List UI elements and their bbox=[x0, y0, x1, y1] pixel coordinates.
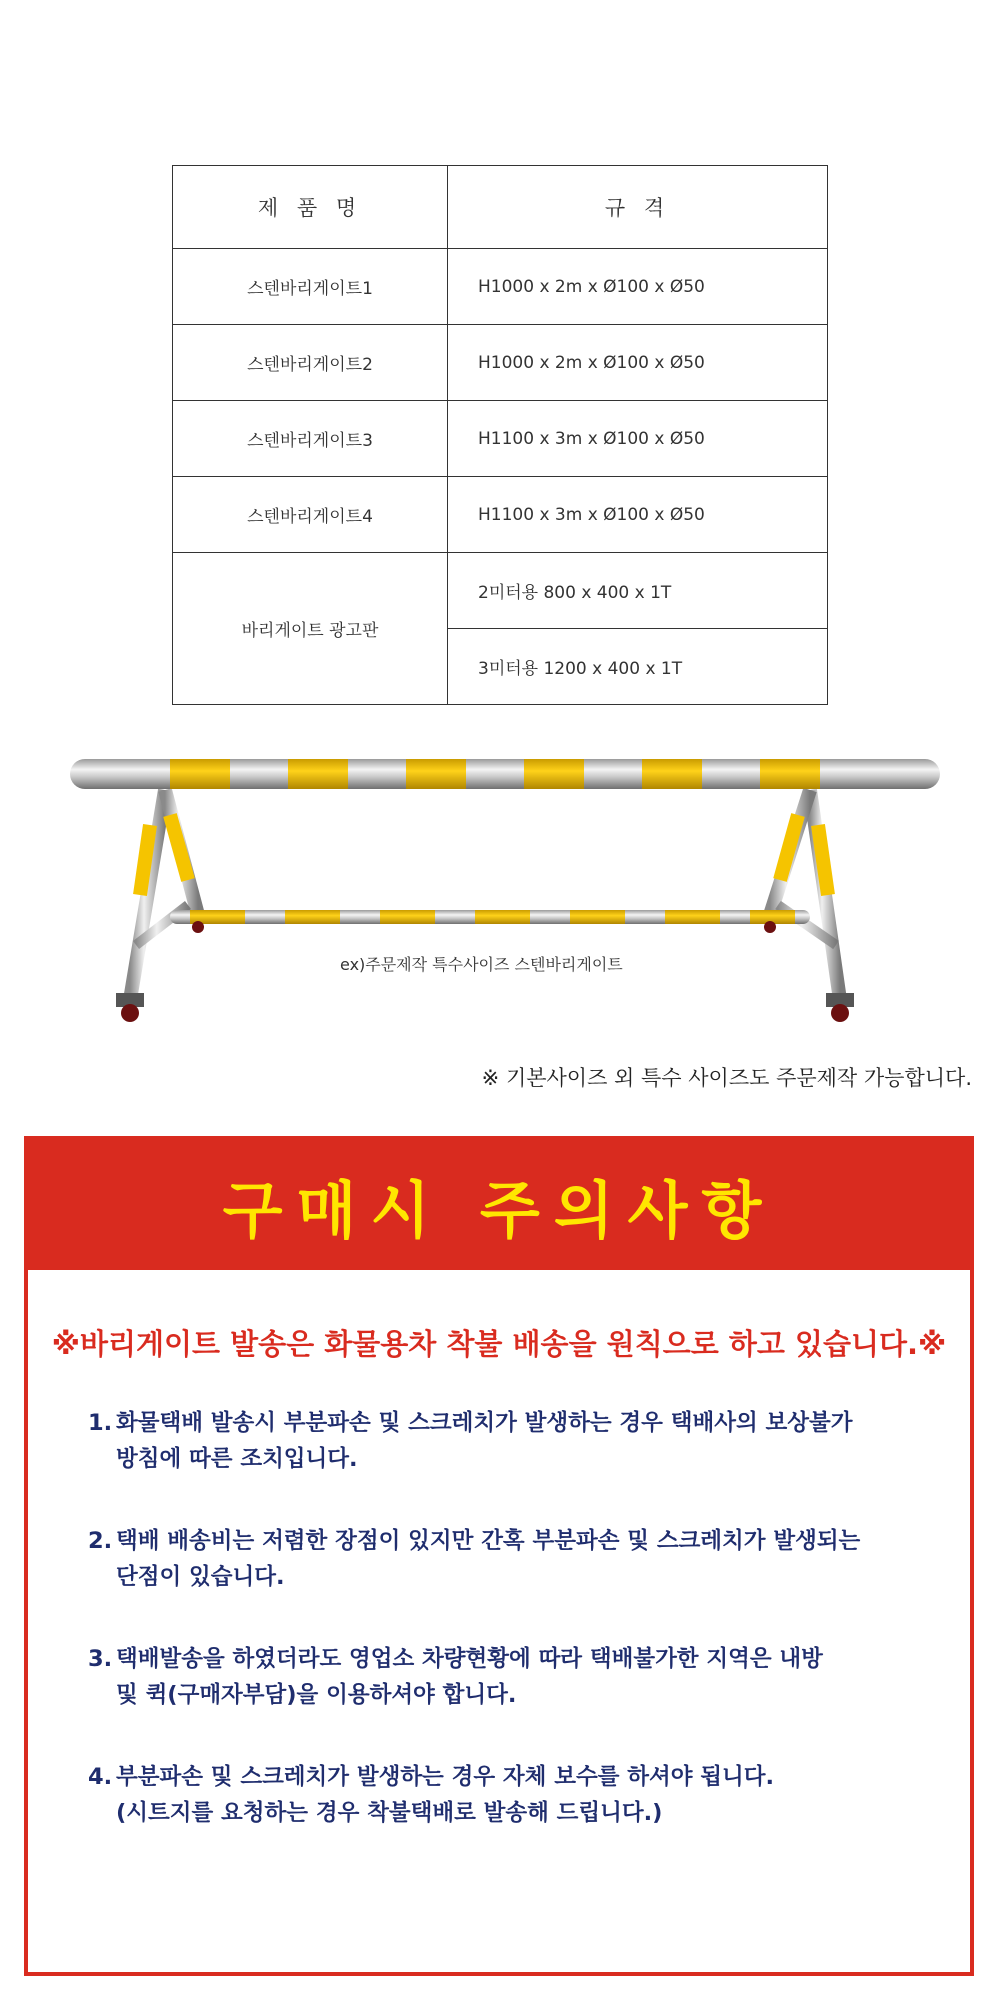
spec-table bbox=[172, 165, 828, 705]
item-line: 화물택배 발송시 부분파손 및 스크레치가 발생하는 경우 택배사의 보상불가 bbox=[116, 1410, 853, 1436]
spec-cell: H1000 x 2m x Ø100 x Ø50 bbox=[448, 249, 828, 325]
custom-size-note: ※ 기본사이즈 외 특수 사이즈도 주문제작 가능합니다. bbox=[481, 1066, 972, 1090]
photo-caption: ex)주문제작 특수사이즈 스텐바리게이트 bbox=[340, 955, 623, 974]
list-item bbox=[88, 1759, 940, 1831]
product-name-cell: 스텐바리게이트3 bbox=[173, 401, 448, 477]
table-header-row bbox=[173, 166, 828, 249]
item-line: 택배발송을 하였더라도 영업소 차량현황에 따라 택배불가한 지역은 내방 bbox=[116, 1646, 823, 1672]
header-spec: 규 격 bbox=[448, 166, 828, 249]
list-item bbox=[88, 1523, 940, 1595]
item-line: (시트지를 요청하는 경우 착불택배로 발송해 드립니다.) bbox=[116, 1800, 663, 1826]
caution-subtitle: ※바리게이트 발송은 화물용차 착불 배송을 원칙으로 하고 있습니다.※ bbox=[51, 1327, 947, 1361]
caution-header bbox=[28, 1140, 970, 1270]
item-line: 방침에 따른 조치입니다. bbox=[116, 1446, 358, 1472]
table-row bbox=[173, 249, 828, 325]
spec-cell: 3미터용 1200 x 400 x 1T bbox=[448, 629, 828, 705]
table-row bbox=[173, 477, 828, 553]
caution-title: 구매시 주의사항 bbox=[222, 1173, 776, 1247]
ad-board-name-cell: 바리게이트 광고판 bbox=[173, 553, 448, 705]
item-number: 4. bbox=[88, 1764, 113, 1790]
table-row bbox=[173, 325, 828, 401]
list-item bbox=[88, 1405, 940, 1477]
right-leg-frame bbox=[770, 790, 840, 1000]
barricade-gate-image bbox=[70, 745, 940, 1025]
left-leg-frame bbox=[130, 790, 198, 1000]
item-line: 단점이 있습니다. bbox=[116, 1564, 285, 1590]
item-line: 택배 배송비는 저렴한 장점이 있지만 간혹 부분파손 및 스크레치가 발생되는 bbox=[116, 1528, 861, 1554]
item-number: 3. bbox=[88, 1646, 113, 1672]
list-item bbox=[88, 1641, 940, 1713]
spec-cell: 2미터용 800 x 400 x 1T bbox=[448, 553, 828, 629]
spec-cell: H1000 x 2m x Ø100 x Ø50 bbox=[448, 325, 828, 401]
spec-cell: H1100 x 3m x Ø100 x Ø50 bbox=[448, 477, 828, 553]
table-row bbox=[173, 401, 828, 477]
caution-box bbox=[24, 1136, 974, 1976]
lower-bar bbox=[170, 910, 810, 924]
spec-cell: H1100 x 3m x Ø100 x Ø50 bbox=[448, 401, 828, 477]
product-name-cell: 스텐바리게이트4 bbox=[173, 477, 448, 553]
caution-list bbox=[28, 1405, 970, 1831]
item-line: 및 퀵(구매자부담)을 이용하셔야 합니다. bbox=[116, 1682, 517, 1708]
header-product-name: 제 품 명 bbox=[173, 166, 448, 249]
top-bar bbox=[70, 759, 940, 789]
item-number: 1. bbox=[88, 1410, 113, 1436]
item-line: 부분파손 및 스크레치가 발생하는 경우 자체 보수를 하셔야 됩니다. bbox=[116, 1764, 775, 1790]
table-row bbox=[173, 553, 828, 629]
product-name-cell: 스텐바리게이트1 bbox=[173, 249, 448, 325]
item-number: 2. bbox=[88, 1528, 113, 1554]
product-name-cell: 스텐바리게이트2 bbox=[173, 325, 448, 401]
